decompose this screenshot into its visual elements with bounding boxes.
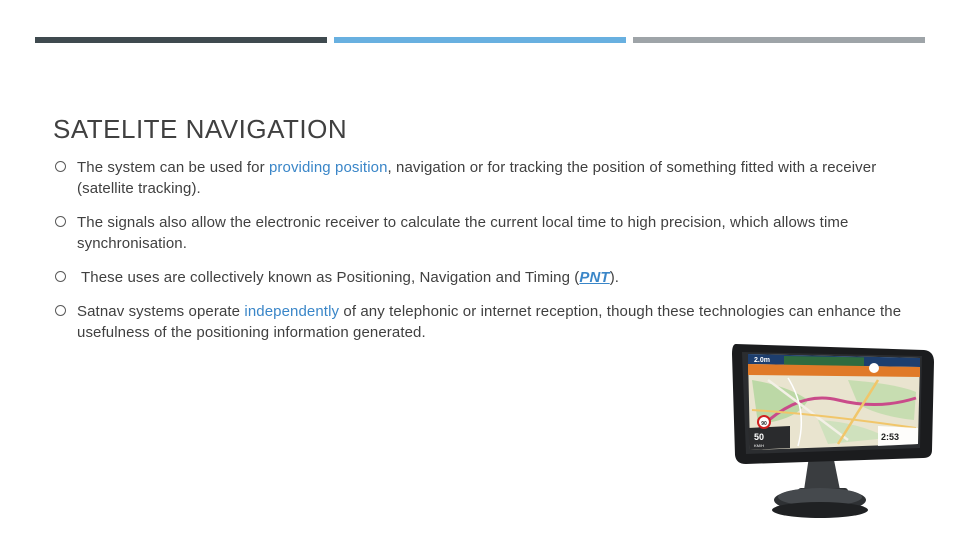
accent-bar-dark — [35, 37, 327, 43]
bullet-item — [55, 212, 915, 254]
bullet-text: The system can be used for — [77, 159, 269, 176]
accent-bar-gray — [633, 37, 925, 43]
accent-bar-blue — [334, 37, 626, 43]
bullet-text: The signals also allow the electronic receiver to calculate the current local time to high precision, which allows time synchronisation. — [77, 214, 849, 252]
bullet-text: These uses are collectively known as Positioning, Navigation and Timing ( — [77, 269, 580, 286]
bullet-text: Satnav systems operate — [77, 303, 245, 320]
circle-bullet-icon — [55, 271, 66, 282]
gps-speed-limit: 90 — [761, 421, 767, 427]
bullet-item — [55, 267, 915, 288]
gps-distance: 2.0m — [754, 357, 770, 364]
highlight-text: providing position — [268, 159, 388, 176]
circle-bullet-icon — [55, 161, 66, 172]
gps-speed: 50 — [754, 432, 765, 442]
circle-bullet-icon — [55, 216, 66, 227]
gps-device-image — [728, 340, 940, 530]
bullet-item — [55, 157, 915, 199]
bullet-text: ). — [609, 269, 620, 286]
gps-time: 2:53 — [881, 432, 900, 442]
highlight-text: independently — [244, 303, 340, 320]
slide-title: SATELITE NAVIGATION — [53, 114, 348, 144]
bullet-text: of any telephonic or internet reception, though these technologies can enhance the usefulness of the positioning information generated. — [77, 303, 902, 341]
pnt-link[interactable]: PNT — [579, 269, 610, 286]
bullet-item — [55, 301, 915, 343]
circle-bullet-icon — [55, 305, 66, 316]
gps-speed-unit: KM/H — [754, 443, 764, 448]
bullet-text: , navigation or for tracking the position of something fitted with a receiver (satellite tracking). — [77, 159, 877, 197]
bullet-list — [55, 157, 915, 343]
